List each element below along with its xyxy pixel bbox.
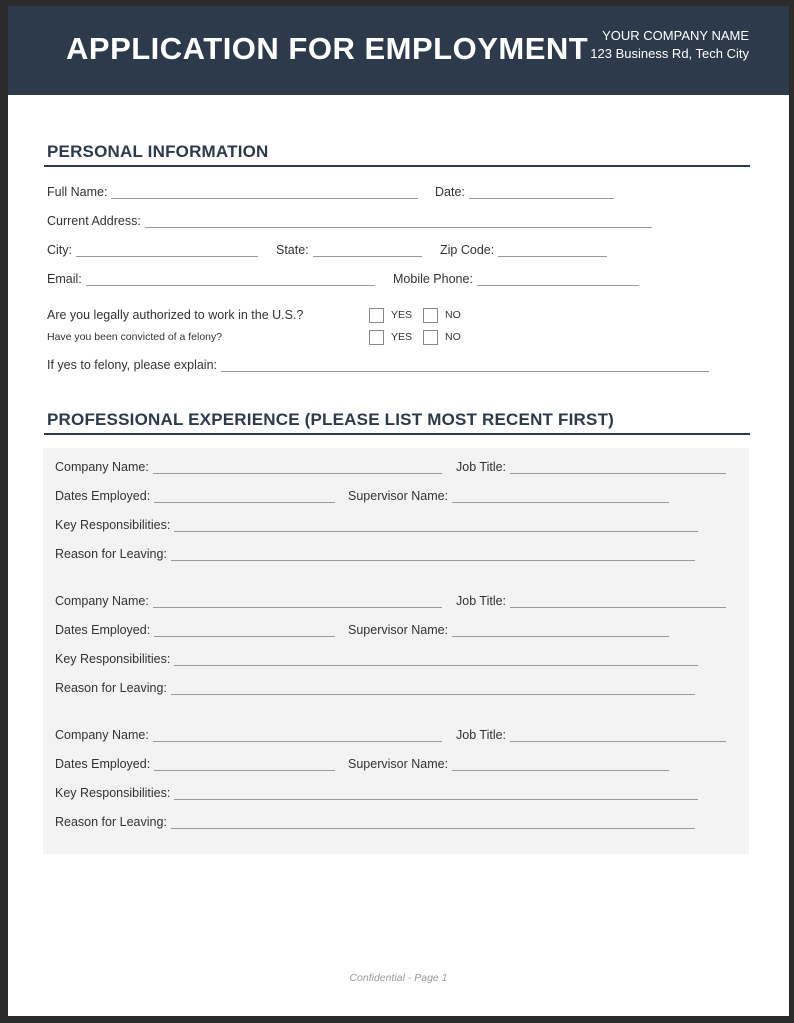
email-label: Email: (47, 272, 82, 286)
authorized-no-checkbox[interactable] (423, 308, 438, 323)
form-page (8, 6, 789, 1016)
exp1-responsibilities-field[interactable] (174, 518, 698, 532)
exp1-job-title-label: Job Title: (456, 460, 507, 474)
exp2-responsibilities-label: Key Responsibilities: (55, 652, 171, 666)
exp1-job-title-row (456, 460, 726, 474)
exp1-supervisor-field[interactable] (452, 489, 669, 503)
exp2-supervisor-label: Supervisor Name: (348, 623, 449, 637)
exp2-dates-label: Dates Employed: (55, 623, 151, 637)
exp1-supervisor-label: Supervisor Name: (348, 489, 449, 503)
exp1-company-row (55, 460, 442, 474)
exp1-dates-field[interactable] (154, 489, 335, 503)
exp2-job-title-row (456, 594, 726, 608)
date-row (435, 185, 614, 199)
exp3-dates-field[interactable] (154, 757, 335, 771)
exp1-dates-label: Dates Employed: (55, 489, 151, 503)
exp3-job-title-field[interactable] (510, 728, 726, 742)
mobile-field[interactable] (477, 272, 639, 286)
personal-info-heading: PERSONAL INFORMATION (47, 142, 269, 161)
exp3-company-label: Company Name: (55, 728, 149, 742)
exp3-responsibilities-label: Key Responsibilities: (55, 786, 171, 800)
exp3-company-field[interactable] (153, 728, 442, 742)
mobile-label: Mobile Phone: (393, 272, 473, 286)
exp3-reason-field[interactable] (171, 815, 695, 829)
experience-rule (44, 433, 750, 435)
exp2-reason-label: Reason for Leaving: (55, 681, 167, 695)
exp2-job-title-label: Job Title: (456, 594, 507, 608)
exp1-responsibilities-row (55, 518, 698, 532)
felony-no-label: NO (445, 331, 461, 343)
exp1-job-title-field[interactable] (510, 460, 726, 474)
zip-label: Zip Code: (440, 243, 495, 257)
exp2-company-row (55, 594, 442, 608)
exp1-responsibilities-label: Key Responsibilities: (55, 518, 171, 532)
exp3-responsibilities-row (55, 786, 698, 800)
exp3-reason-label: Reason for Leaving: (55, 815, 167, 829)
exp2-supervisor-row (348, 623, 669, 637)
company-name: YOUR COMPANY NAME (602, 28, 749, 43)
exp3-company-row (55, 728, 442, 742)
exp1-company-label: Company Name: (55, 460, 149, 474)
exp3-supervisor-field[interactable] (452, 757, 669, 771)
address-label: Current Address: (47, 214, 141, 228)
email-field[interactable] (86, 272, 375, 286)
form-title: APPLICATION FOR EMPLOYMENT (66, 31, 589, 66)
exp1-dates-row (55, 489, 335, 503)
felony-no-checkbox[interactable] (423, 330, 438, 345)
authorized-no-label: NO (445, 309, 461, 321)
city-row (47, 243, 258, 257)
city-field[interactable] (76, 243, 258, 257)
felony-explain-row (47, 358, 709, 372)
state-label: State: (276, 243, 309, 257)
exp1-supervisor-row (348, 489, 669, 503)
exp2-company-field[interactable] (153, 594, 442, 608)
page-footer: Confidential - Page 1 (349, 972, 448, 984)
exp2-job-title-field[interactable] (510, 594, 726, 608)
felony-yes-checkbox[interactable] (369, 330, 384, 345)
full-name-label: Full Name: (47, 185, 108, 199)
exp3-job-title-label: Job Title: (456, 728, 507, 742)
exp2-supervisor-field[interactable] (452, 623, 669, 637)
felony-explain-field[interactable] (221, 358, 709, 372)
exp2-reason-field[interactable] (171, 681, 695, 695)
exp2-dates-field[interactable] (154, 623, 335, 637)
exp3-reason-row (55, 815, 695, 829)
personal-info-rule (44, 165, 750, 167)
state-field[interactable] (313, 243, 422, 257)
exp2-company-label: Company Name: (55, 594, 149, 608)
exp1-reason-field[interactable] (171, 547, 695, 561)
email-row (47, 272, 375, 286)
exp1-reason-row (55, 547, 695, 561)
experience-heading: PROFESSIONAL EXPERIENCE (PLEASE LIST MOST RECENT FIRST) (47, 410, 615, 429)
state-row (276, 243, 422, 257)
address-field[interactable] (145, 214, 652, 228)
full-name-field[interactable] (111, 185, 418, 199)
exp2-dates-row (55, 623, 335, 637)
felony-explain-label: If yes to felony, please explain: (47, 358, 218, 372)
header-banner (8, 6, 789, 95)
felony-yes-label: YES (391, 331, 413, 343)
zip-row (440, 243, 607, 257)
exp2-responsibilities-row (55, 652, 698, 666)
authorized-question: Are you legally authorized to work in the U.S.? (47, 308, 304, 322)
date-label: Date: (435, 185, 465, 199)
zip-field[interactable] (498, 243, 607, 257)
company-address: 123 Business Rd, Tech City (590, 46, 749, 61)
exp3-dates-row (55, 757, 335, 771)
company-info (590, 27, 749, 63)
city-label: City: (47, 243, 72, 257)
exp3-job-title-row (456, 728, 726, 742)
exp3-supervisor-row (348, 757, 669, 771)
full-name-row (47, 185, 418, 199)
address-row (47, 214, 652, 228)
authorized-yes-label: YES (391, 309, 413, 321)
exp2-reason-row (55, 681, 695, 695)
exp3-responsibilities-field[interactable] (174, 786, 698, 800)
authorized-yes-checkbox[interactable] (369, 308, 384, 323)
exp3-supervisor-label: Supervisor Name: (348, 757, 449, 771)
exp1-reason-label: Reason for Leaving: (55, 547, 167, 561)
exp2-responsibilities-field[interactable] (174, 652, 698, 666)
felony-question: Have you been convicted of a felony? (47, 331, 223, 343)
mobile-row (393, 272, 639, 286)
exp3-dates-label: Dates Employed: (55, 757, 151, 771)
exp1-company-field[interactable] (153, 460, 442, 474)
date-field[interactable] (469, 185, 614, 199)
